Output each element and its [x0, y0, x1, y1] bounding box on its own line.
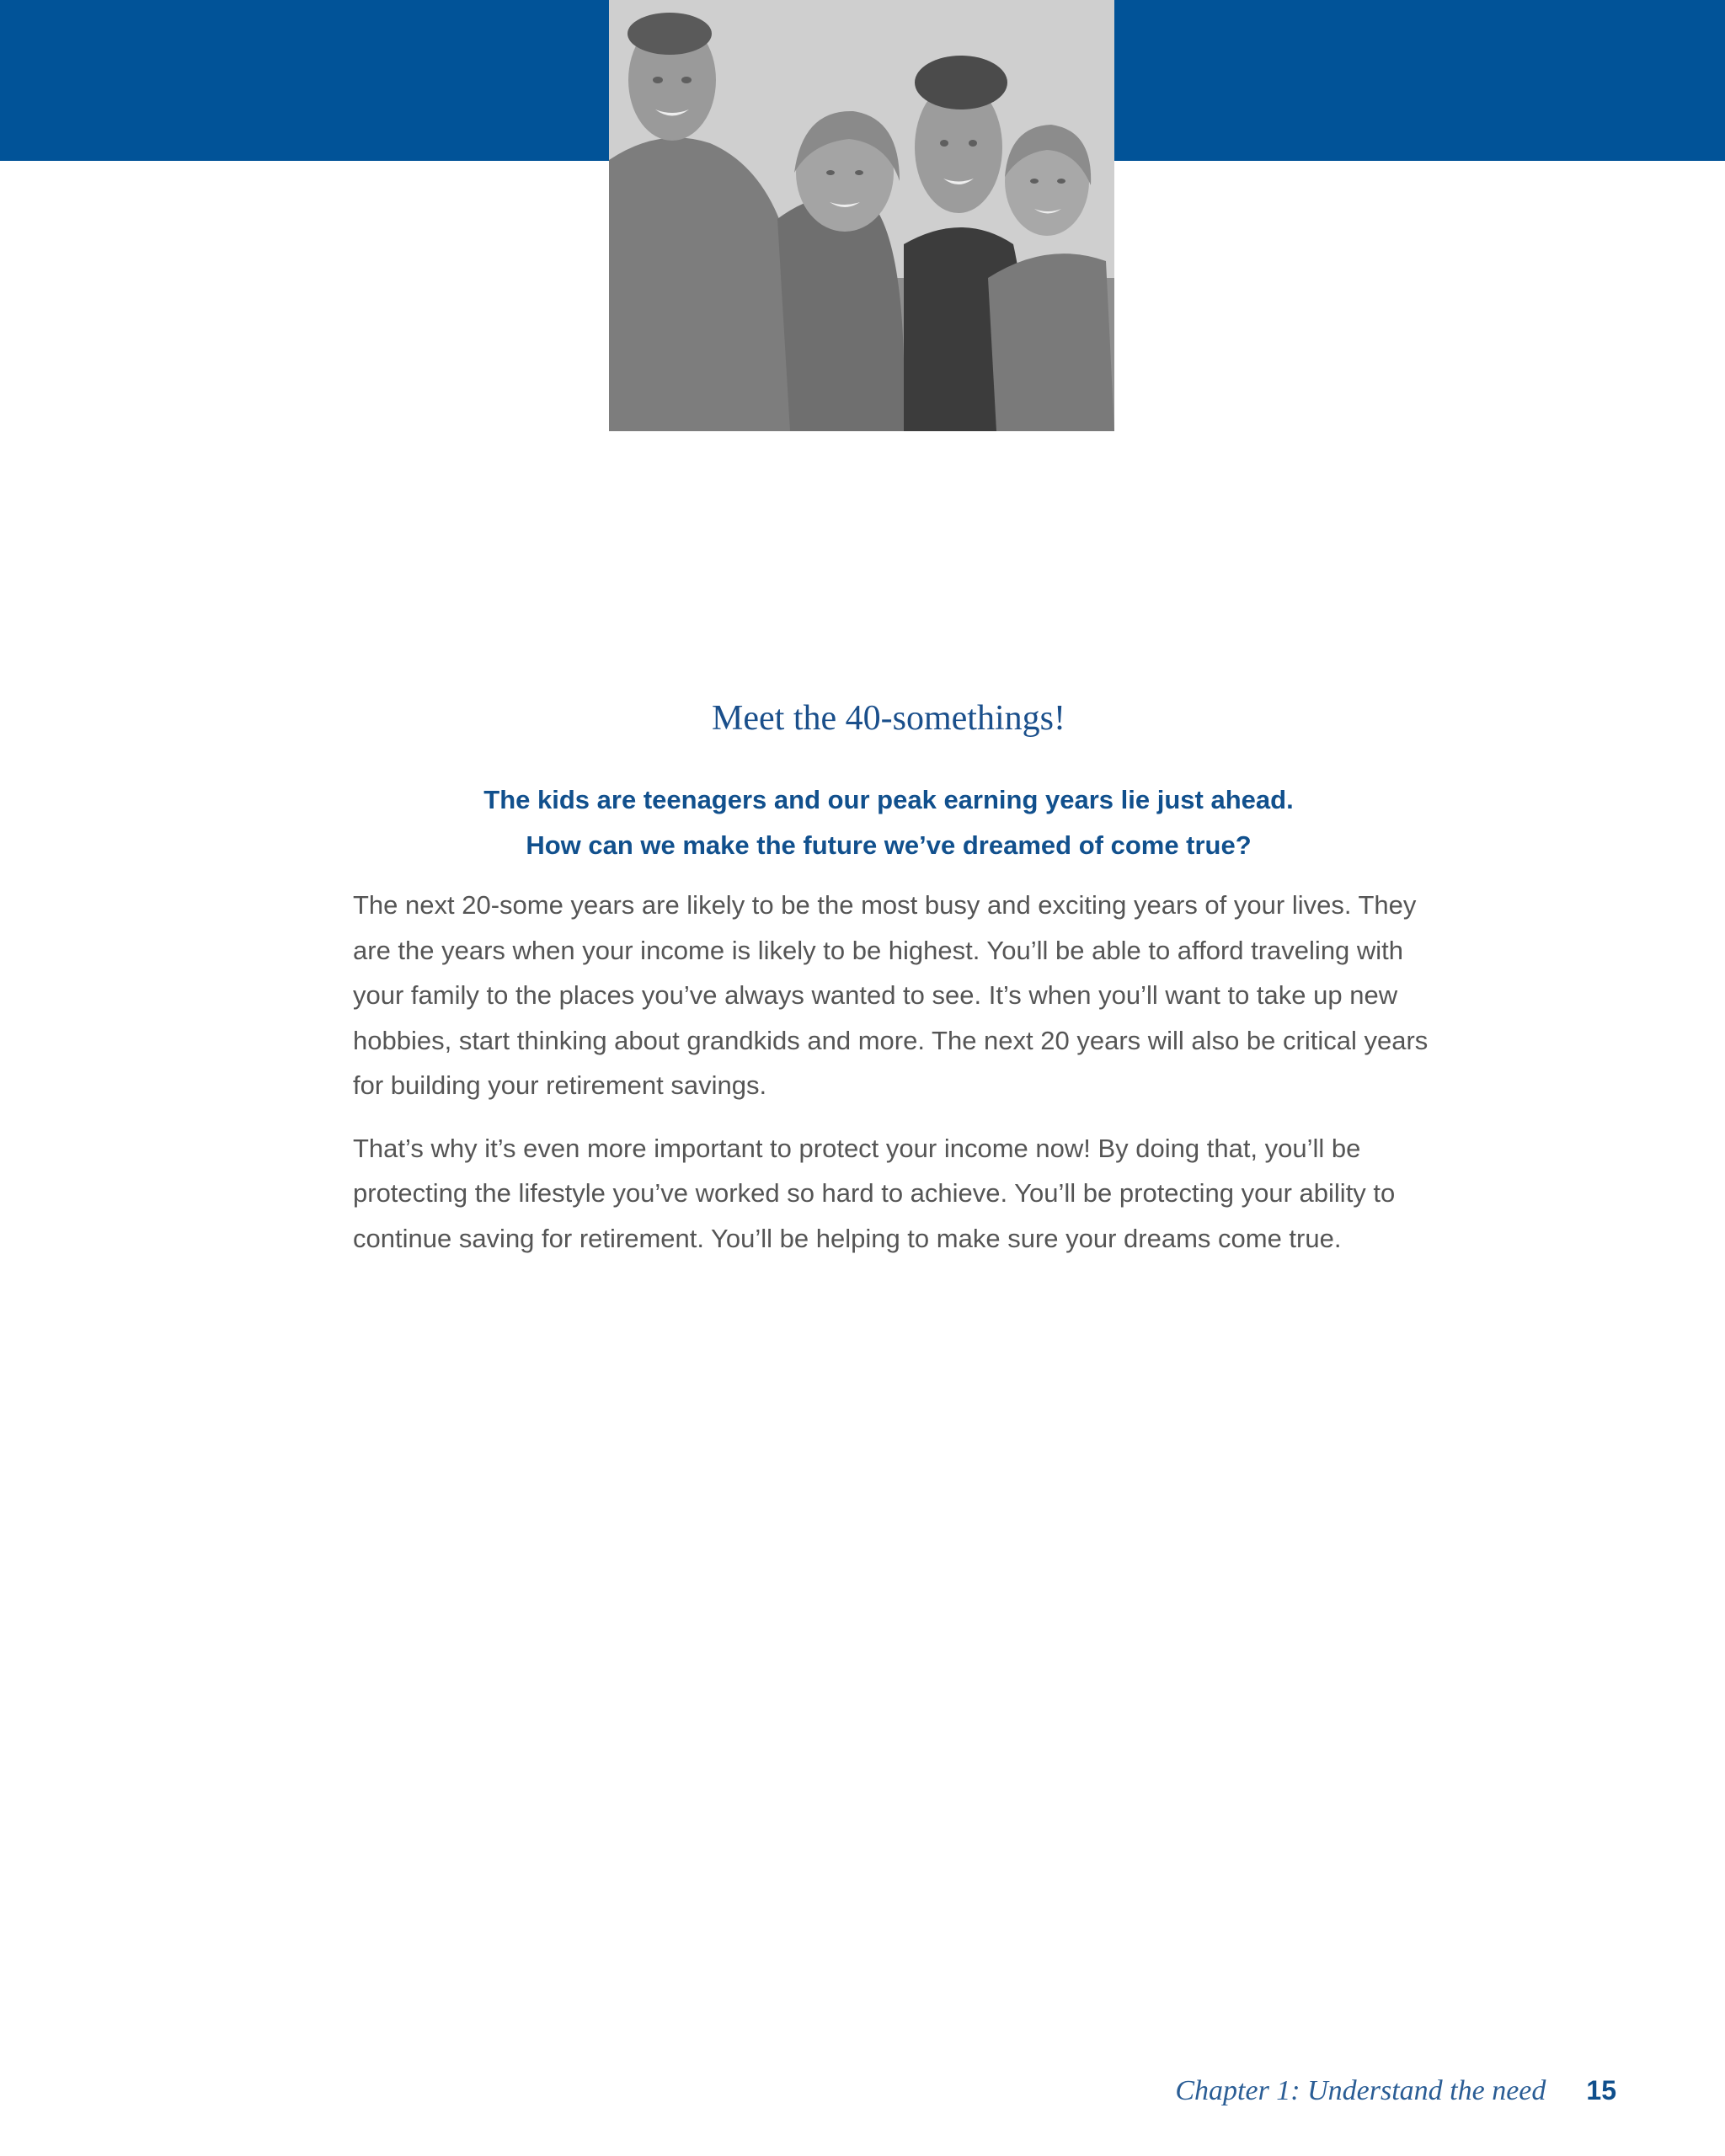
page-number: 15: [1586, 2075, 1616, 2105]
subheading-line-2: How can we make the future we’ve dreamed of come true?: [526, 830, 1252, 860]
chapter-label: Chapter 1: Understand the need: [1175, 2075, 1546, 2106]
family-photo: [609, 0, 1114, 431]
page-title: Meet the 40-somethings!: [712, 699, 1065, 738]
subheading: [0, 777, 1725, 868]
body-text: [353, 883, 1439, 1278]
subheading-line-1: The kids are teenagers and our peak earning years lie just ahead.: [483, 785, 1294, 814]
paragraph-1: The next 20-some years are likely to be the most busy and exciting years of your lives. They are the years when your income is likely to be highest. You’ll be able to afford traveling with your family to the places you’ve always wanted to see. It’s when you’ll want to take up new hobbies, start thinking about grandkids and more. The next 20 years will also be critical years for building your retirement savings.: [353, 890, 1429, 1100]
paragraph-2: That’s why it’s even more important to protect your income now! By doing that, you’ll be protecting the lifestyle you’ve worked so hard to achieve. You’ll be protecting your ability to continue saving for retirement. You’ll be helping to make sure your dreams come true.: [353, 1133, 1396, 1253]
page-footer: [1175, 2069, 1616, 2117]
